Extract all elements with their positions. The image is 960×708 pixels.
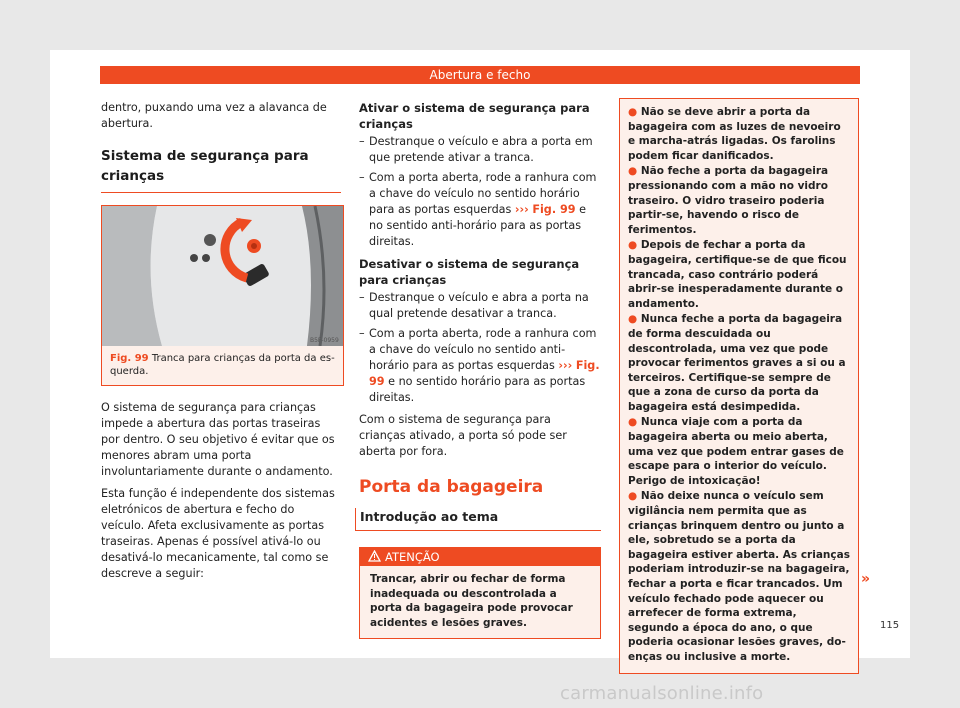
bullet-icon: ● [628,416,638,429]
watermark: carmanualsonline.info [560,683,764,704]
section-title-tailgate: Porta da bagageira [359,477,544,497]
warning-item: ● Não deixe nunca o veículo sem vigilância nem permita que as crianças brinquem dentro ou junto a ele, sobretudo se a porta da bagageira estiver aberta. As crianças poderiam introduzir-se na bagageira, fechar a porta e ficar trancados. Um veículo fechado pode aquecer ou arrefecer de forma extrema, segundo a época do ano, o que poderia ocasionar lesões graves, doenças ou inclusive a morte. [628,490,850,663]
list-item: – Com a porta aberta, rode a ranhura com a chave do veículo no sentido anti-horário para as portas esquerdas ››› Fig. 99 e no sentido horário para as portas direitas. [359,327,600,404]
list-item: – Com a porta aberta, rode a ranhura com a chave do veículo no sentido horário para as portas esquerdas ››› Fig. 99 e no sentido anti-horário para as portas direitas. [359,171,597,248]
deactivate-steps [359,290,601,406]
column-left [101,100,341,588]
figure-caption-text: Tranca para crianças da porta da esquerda. [110,353,335,377]
figure-99 [101,205,344,386]
column-middle [359,100,601,639]
intro-text: dentro, puxando uma vez a alavanca de abertura. [101,101,327,130]
continue-marker: » [861,571,871,587]
list-item: – Destranque o veículo e abra a porta em que pretende ativar a tranca. [359,135,593,164]
page-number: 115 [880,620,900,631]
warning-item: ● Nunca feche a porta da bagageira de forma descuidada ou descontrolada, uma vez que pode provocar ferimentos graves a si ou a terceiros. Certifique-se sempre de que a zona de curso da porta da bagageira está desimpedida. [628,313,846,413]
column-right [619,98,859,674]
figure-link[interactable]: Fig. 99 [369,359,600,388]
bullet-icon: ● [628,490,638,503]
warning-item: ● Não se deve abrir a porta da bagageira com as luzes de nevoeiro e marcha-atrás ligadas. Os farolins podem ficar danificados. [628,106,841,162]
section-title-child-safety: Sistema de segurança para crianças [101,146,341,193]
child-lock-illustration [102,206,343,346]
warning-triangle-icon [368,550,381,562]
list-item: – Destranque o veículo e abra a porta na qual pretende desativar a tranca. [359,291,589,320]
figure-caption [102,346,343,385]
activate-steps [359,134,601,250]
warning-list-box [619,98,859,674]
bullet-icon: ● [628,165,638,178]
warning-box [359,547,601,639]
page-header: Abertura e fecho [100,66,860,84]
warning-item: ● Nunca viaje com a porta da bagageira aberta ou meio aberta, uma vez que podem entrar gases de escape para o interior do veículo. Perigo de intoxicação! [628,416,844,487]
paragraph-mechanism: Esta função é independente dos sistemas eletrónicos de abertura e fecho do veículo. Afeta exclusivamente as portas traseiras. Apenas é possível ativá-lo ou desativá-lo mecanicamente, tal como se descreve a seguir: [101,487,335,580]
link-arrow: ››› [558,359,573,372]
warning-header [360,548,600,566]
deactivate-title: Desativar o sistema de segurança para crianças [359,257,580,287]
figure-code: B5F-0959 [310,337,339,344]
bullet-icon: ● [628,239,638,252]
paragraph-purpose: O sistema de segurança para crianças impede a abertura das portas traseiras por dentro. O seu objetivo é evitar que os menores abram uma porta involuntariamente durante o andamento. [101,401,335,478]
warning-text: Trancar, abrir ou fechar de forma inadequada ou descontrolada a porta da bagageira pode provocar acidentes e lesões graves. [370,573,573,629]
activate-title: Ativar o sistema de segurança para crianças [359,101,590,131]
subsection-title-intro: Introdução ao tema [355,508,601,531]
link-arrow: ››› [514,203,529,216]
warning-item: ● Não feche a porta da bagageira pressionando com a mão no vidro traseiro. O vidro traseiro poderia partir-se, havendo o risco de ferimentos. [628,165,829,236]
warning-label: ATENÇÃO [385,550,440,564]
bullet-icon: ● [628,106,638,118]
figure-label: Fig. 99 [110,353,149,364]
paragraph-activated: Com o sistema de segurança para crianças ativado, a porta só pode ser aberta por fora. [359,413,567,458]
figure-link[interactable]: Fig. 99 [532,203,576,216]
bullet-icon: ● [628,313,638,326]
warning-item: ● Depois de fechar a porta da bagageira, certifique-se de que ficou trancada, caso contrário poderá abrir-se inesperadamente durante o andamento. [628,239,847,310]
